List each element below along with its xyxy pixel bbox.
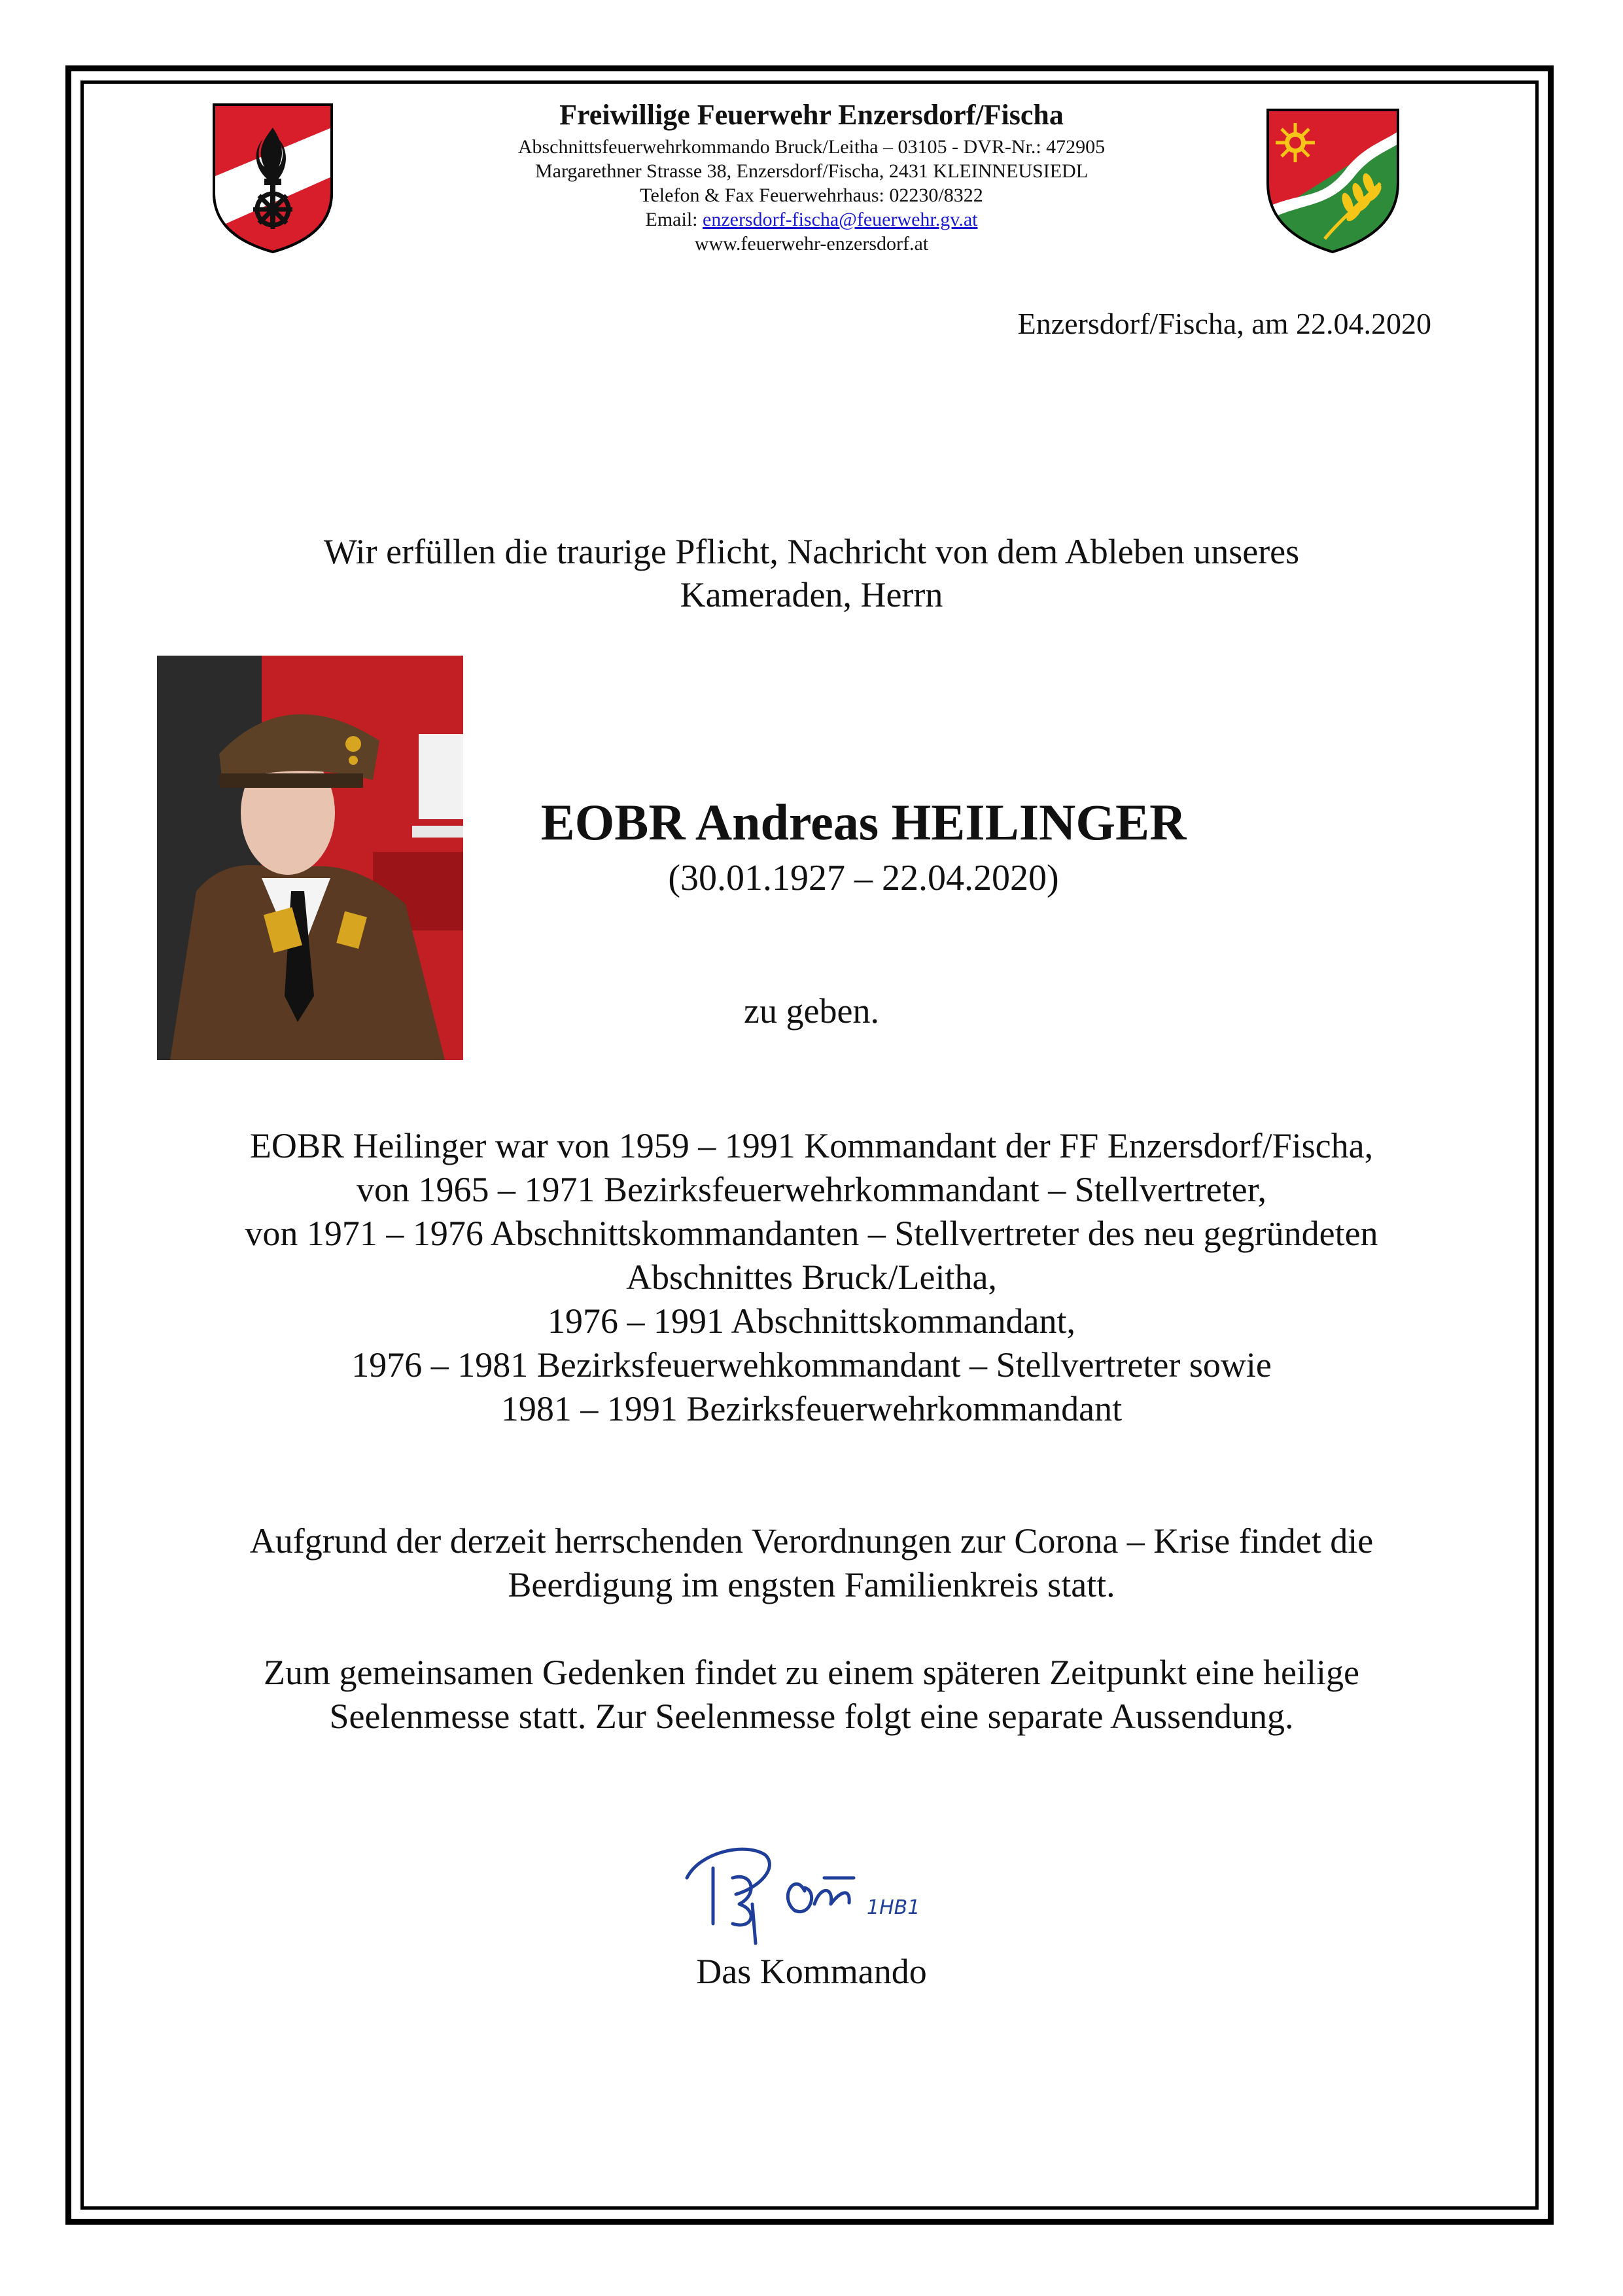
- career-line: Abschnittes Bruck/Leitha,: [626, 1258, 997, 1297]
- career-line: von 1965 – 1971 Bezirksfeuerwehrkommandant – Stellvertreter,: [357, 1170, 1266, 1209]
- header-phone-line: Telefon & Fax Feuerwehrhaus: 02230/8322: [640, 185, 983, 206]
- deceased-name: EOBR Andreas HEILINGER: [540, 794, 1187, 851]
- career-line: 1981 – 1991 Bezirksfeuerwehrkommandant: [500, 1389, 1123, 1428]
- funeral-line: Aufgrund der derzeit herrschenden Verordnungen zur Corona – Krise findet die: [249, 1521, 1374, 1561]
- website-text: www.feuerwehr-enzersdorf.at: [694, 233, 929, 255]
- handwritten-signature: [674, 1832, 975, 1950]
- date-line: Enzersdorf/Fischa, am 22.04.2020: [1017, 307, 1431, 340]
- org-name: Freiwillige Feuerwehr Enzersdorf/Fischa: [559, 99, 1064, 131]
- email-label: Email:: [645, 209, 703, 230]
- intro-line-2: Kameraden, Herrn: [680, 575, 943, 614]
- signature-initials: 1HB1: [867, 1896, 920, 1919]
- header-command-line: Abschnittsfeuerwehrkommando Bruck/Leitha – 03105 - DVR-Nr.: 472905: [517, 136, 1106, 158]
- memorial-line: Seelenmesse statt. Zur Seelenmesse folgt eine separate Aussendung.: [329, 1697, 1294, 1736]
- closing-phrase: zu geben.: [744, 991, 879, 1031]
- signature-label: Das Kommando: [696, 1952, 927, 1991]
- municipal-coat-of-arms-icon: [1263, 105, 1403, 255]
- funeral-line: Beerdigung im engsten Familienkreis statt.: [508, 1565, 1115, 1604]
- career-line: von 1971 – 1976 Abschnittskommandanten – Stellvertreter des neu gegründeten: [245, 1214, 1378, 1253]
- memorial-line: Zum gemeinsamen Gedenken findet zu einem späteren Zeitpunkt eine heilige: [264, 1653, 1359, 1692]
- life-dates: (30.01.1927 – 22.04.2020): [668, 858, 1059, 898]
- header-address-line: Margarethner Strasse 38, Enzersdorf/Fischa, 2431 KLEINNEUSIEDL: [534, 160, 1089, 182]
- career-line: 1976 – 1981 Bezirksfeuerwehkommandant – Stellvertreter sowie: [351, 1345, 1272, 1385]
- career-line: EOBR Heilinger war von 1959 – 1991 Kommandant der FF Enzersdorf/Fischa,: [249, 1126, 1374, 1165]
- career-line: 1976 – 1991 Abschnittskommandant,: [548, 1301, 1075, 1341]
- intro-line-1: Wir erfüllen die traurige Pflicht, Nachricht von dem Ableben unseres: [323, 532, 1300, 571]
- email-link[interactable]: enzersdorf-fischa@feuerwehr.gv.at: [703, 209, 978, 230]
